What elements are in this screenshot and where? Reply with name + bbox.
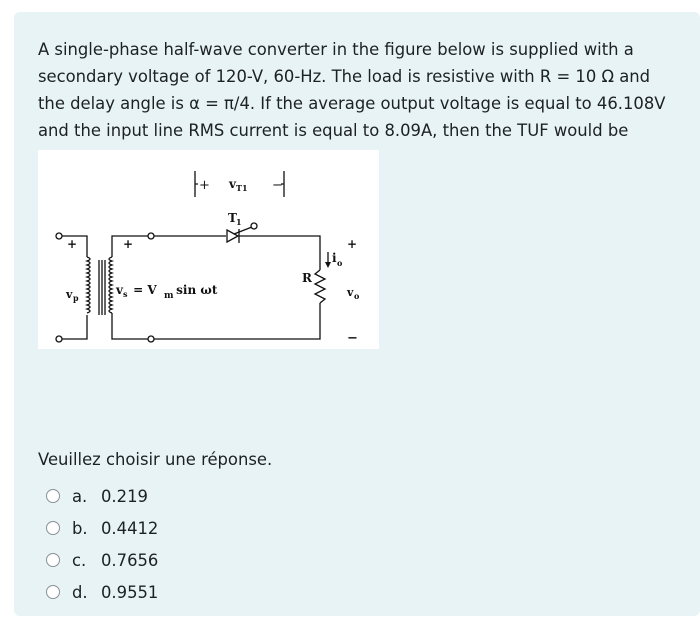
answer-option-c[interactable]: [46, 544, 158, 576]
source-voltage-label: v: [116, 283, 123, 297]
output-voltage-label: v: [347, 286, 354, 299]
option-value: 0.4412: [101, 518, 159, 538]
vt1-plus: +: [199, 178, 210, 193]
answer-option-d[interactable]: [46, 576, 158, 608]
radio-button[interactable]: [46, 521, 60, 535]
primary-plus: +: [67, 237, 78, 251]
option-letter: a.: [72, 486, 88, 506]
current-subscript: o: [337, 258, 343, 268]
vt1-label: v: [229, 177, 236, 191]
circuit-diagram: [38, 150, 379, 349]
option-letter: d.: [72, 582, 88, 602]
answer-option-b[interactable]: [46, 512, 158, 544]
circuit-figure: [38, 150, 379, 349]
radio-button[interactable]: [46, 553, 60, 567]
source-voltage-subscript: s: [123, 289, 128, 299]
output-plus: +: [347, 237, 358, 251]
current-label: i: [332, 251, 337, 265]
source-equation-subscript: m: [164, 291, 174, 301]
output-voltage-subscript: o: [354, 291, 360, 301]
output-minus: −: [347, 331, 358, 346]
radio-button[interactable]: [46, 489, 60, 503]
radio-button[interactable]: [46, 585, 60, 599]
thyristor-label: T: [228, 211, 237, 225]
answer-options: [46, 480, 158, 608]
vt1-minus: −: [272, 178, 283, 193]
option-letter: c.: [72, 550, 87, 570]
option-letter: b.: [72, 518, 88, 538]
option-value: 0.7656: [101, 550, 159, 570]
secondary-plus: +: [123, 237, 134, 251]
source-equation-tail: sin ωt: [172, 283, 218, 297]
vt1-subscript: T1: [236, 183, 248, 193]
option-value: 0.9551: [101, 582, 159, 602]
question-text: A single-phase half-wave converter in the figure below is supplied with a secondary voltage of 120-V, 60-Hz. The load is resistive with R = 10 Ω and the delay angle is α = π/4. If the average output voltage is equal to 46.108V and the input line RMS current is equal to 8.09A, then the TUF would be: [38, 40, 666, 140]
primary-voltage-label: v: [66, 288, 73, 301]
answer-prompt: Veuillez choisir une réponse.: [38, 450, 273, 469]
source-equation: = V: [129, 283, 157, 297]
resistor-label: R: [302, 271, 312, 285]
thyristor-subscript: 1: [236, 217, 242, 227]
primary-voltage-subscript: p: [73, 293, 79, 303]
answer-option-a[interactable]: [46, 480, 158, 512]
option-value: 0.219: [101, 486, 148, 506]
